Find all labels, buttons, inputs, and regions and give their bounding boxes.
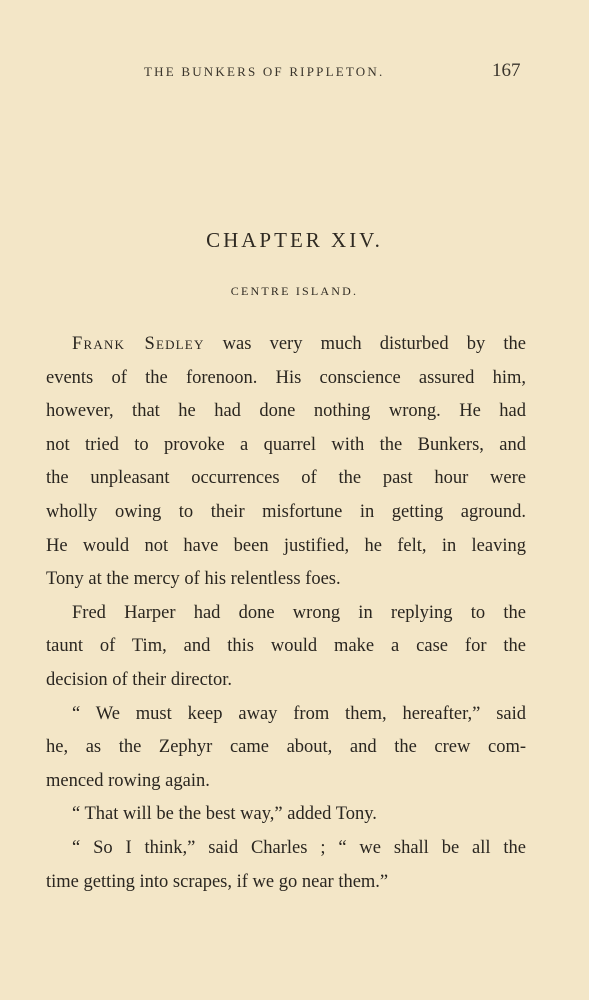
text-line: wholly owing to their misfortune in getting aground.	[46, 501, 526, 522]
text-line: taunt of Tim, and this would make a case for the	[46, 636, 526, 657]
text-line: time getting into scrapes, if we go near them.”	[46, 871, 389, 892]
text-line: however, that he had done nothing wrong. He had	[46, 401, 526, 422]
body-text	[46, 328, 526, 899]
text-line: He would not have been justified, he felt, in leaving	[46, 535, 526, 556]
running-head: THE BUNKERS OF RIPPLETON.	[144, 64, 385, 79]
page-number: 167	[492, 60, 521, 81]
text-line: he, as the Zephyr came about, and the crew com-	[46, 737, 526, 758]
text-line: events of the forenoon. His conscience assured him,	[46, 367, 526, 388]
text-line: the unpleasant occurrences of the past hour were	[46, 468, 526, 489]
text-line: “ So I think,” said Charles ; “ we shall be all the	[72, 837, 526, 858]
text-line: decision of their director.	[46, 669, 232, 690]
text-line: “ We must keep away from them, hereafter,” said	[72, 703, 526, 724]
paragraph-lead: Frank Sedley	[72, 334, 205, 354]
chapter-subtitle: CENTRE ISLAND.	[230, 284, 359, 298]
text-line	[46, 328, 526, 362]
text-line: not tried to provoke a quarrel with the Bunkers, and	[46, 434, 526, 455]
text-line: menced rowing again.	[46, 770, 210, 791]
text-line: Fred Harper had done wrong in replying to the	[72, 602, 526, 623]
text-line: “ That will be the best way,” added Tony.	[72, 804, 377, 825]
chapter-heading: CHAPTER XIV.	[206, 228, 383, 252]
text-line-rest: was very much disturbed by the	[204, 334, 526, 354]
text-line: Tony at the mercy of his relentless foes.	[46, 569, 341, 590]
